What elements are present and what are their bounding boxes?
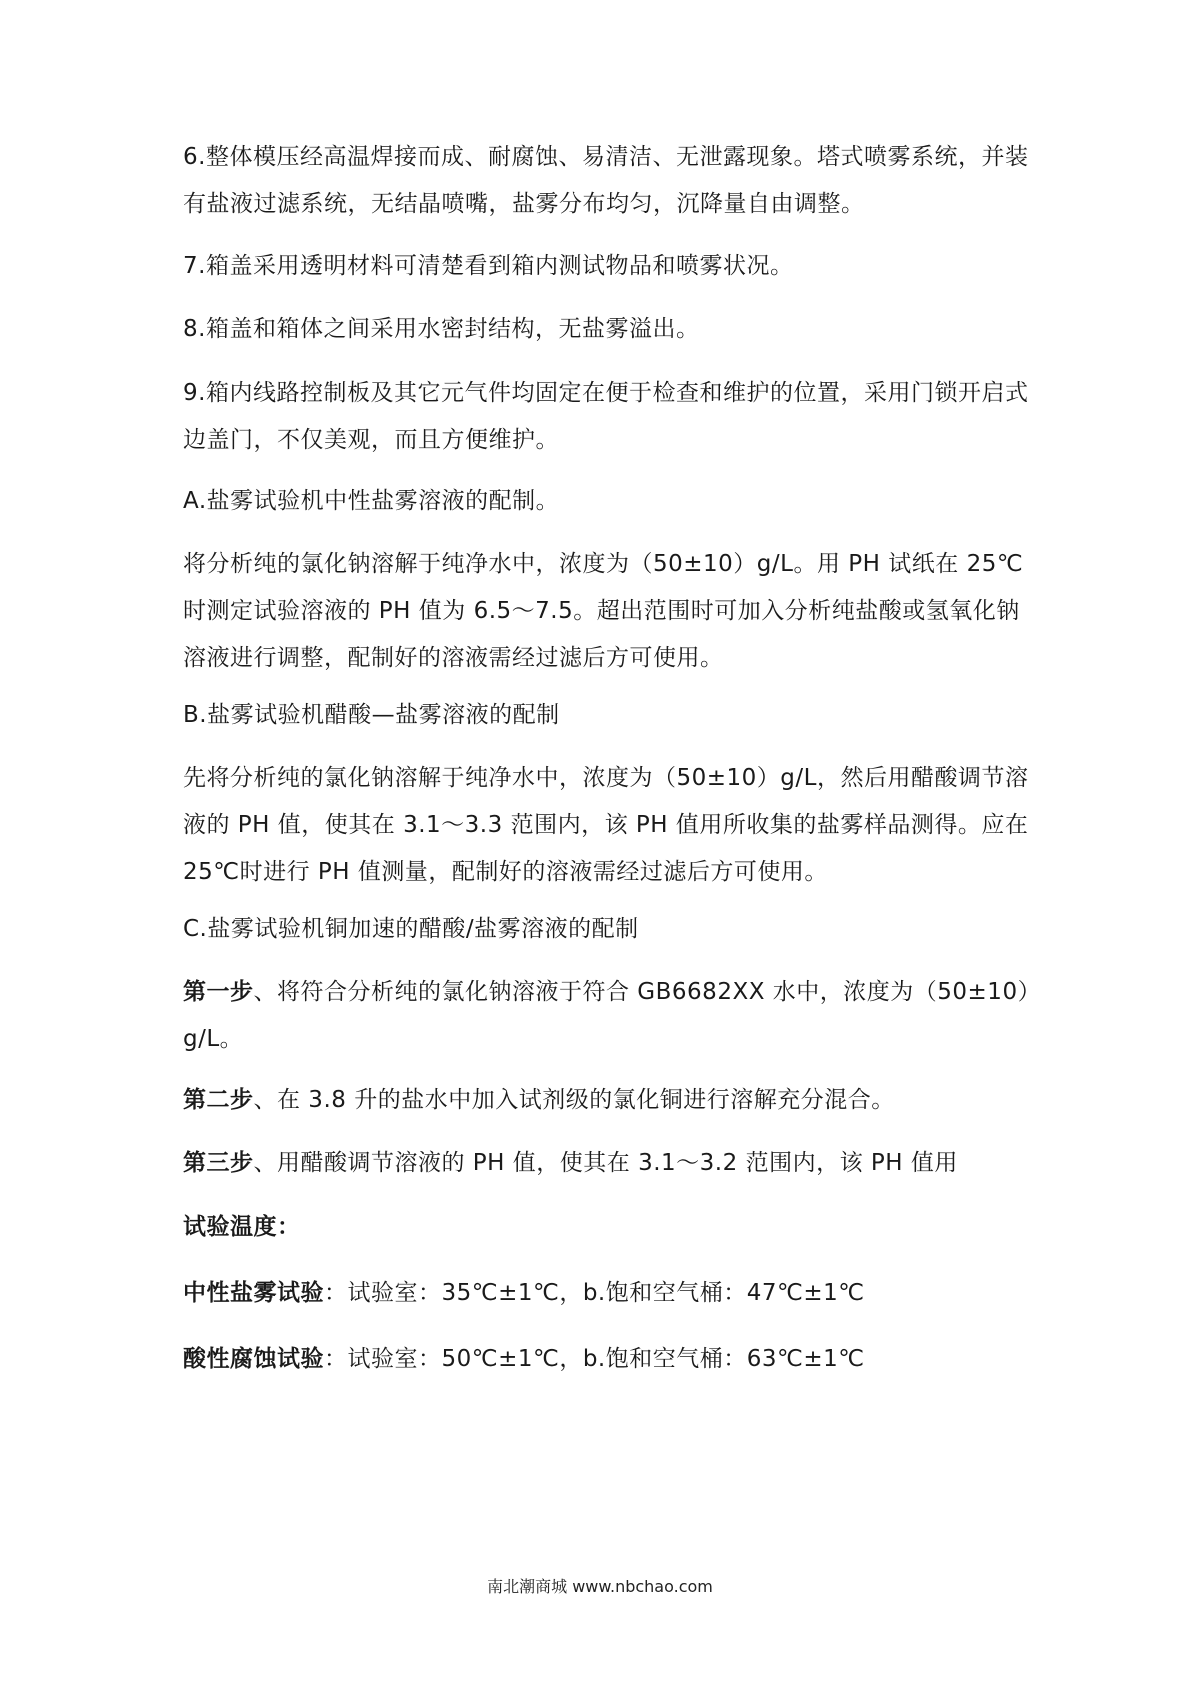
section-b-body: 先将分析纯的氯化钠溶解于纯净水中，浓度为（50±10）g/L，然后用醋酸调节溶液的 PH 值，使其在 3.1～3.3 范围内，该 PH 值用所收集的盐雾样品测得。应在 25℃时进行 PH 值测量，配制好的溶液需经过滤后方可使用。 (183, 765, 1029, 885)
section-a-title: A.盐雾试验机中性盐雾溶液的配制。 (183, 488, 560, 514)
section-b-title: B.盐雾试验机醋酸—盐雾溶液的配制 (183, 702, 560, 728)
neutral-salt-spray-label: 中性盐雾试验 (183, 1280, 324, 1306)
step-1-label: 第一步 (183, 979, 254, 1005)
page-footer: 南北潮商城 www.nbchao.com (487, 1577, 713, 1596)
paragraph-item-9: 9.箱内线路控制板及其它元气件均固定在便于检查和维护的位置，采用门锁开启式边盖门，不仅美观，而且方便维护。 (183, 380, 1029, 453)
acid-corrosion-label: 酸性腐蚀试验 (183, 1346, 324, 1372)
paragraph-item-7: 7.箱盖采用透明材料可清楚看到箱内测试物品和喷雾状况。 (183, 253, 794, 279)
step-2-label: 第二步 (183, 1087, 254, 1113)
step-1-paragraph (183, 969, 1033, 1063)
test-temperature-heading: 试验温度： (183, 1214, 301, 1240)
neutral-salt-spray-paragraph (183, 1270, 1033, 1317)
section-c-title: C.盐雾试验机铜加速的醋酸/盐雾溶液的配制 (183, 916, 639, 942)
step-3-text: 、用醋酸调节溶液的 PH 值，使其在 3.1～3.2 范围内，该 PH 值用 (253, 1150, 958, 1176)
acid-corrosion-paragraph (183, 1336, 1033, 1383)
paragraph-item-6: 6.整体模压经高温焊接而成、耐腐蚀、易清洁、无泄露现象。塔式喷雾系统，并装有盐液过滤系统，无结晶喷嘴，盐雾分布均匀，沉降量自由调整。 (183, 144, 1029, 217)
step-3-paragraph (183, 1140, 1033, 1187)
neutral-salt-spray-text: ：试验室：35℃±1℃，b.饱和空气桶：47℃±1℃ (324, 1280, 865, 1306)
paragraph-item-8: 8.箱盖和箱体之间采用水密封结构，无盐雾溢出。 (183, 316, 700, 342)
step-2-paragraph (183, 1077, 1033, 1124)
acid-corrosion-text: ：试验室：50℃±1℃，b.饱和空气桶：63℃±1℃ (324, 1346, 865, 1372)
step-1-text: 、将符合分析纯的氯化钠溶液于符合 GB6682XX 水中，浓度为（50±10）g/L。 (183, 979, 1030, 1052)
step-2-text: 、在 3.8 升的盐水中加入试剂级的氯化铜进行溶解充分混合。 (253, 1087, 895, 1113)
step-3-label: 第三步 (183, 1150, 254, 1176)
section-a-body: 将分析纯的氯化钠溶解于纯净水中，浓度为（50±10）g/L。用 PH 试纸在 25℃时测定试验溶液的 PH 值为 6.5～7.5。超出范围时可加入分析纯盐酸或氢氧化钠溶液进行调整，配制好的溶液需经过滤后方可使用。 (183, 551, 1024, 671)
